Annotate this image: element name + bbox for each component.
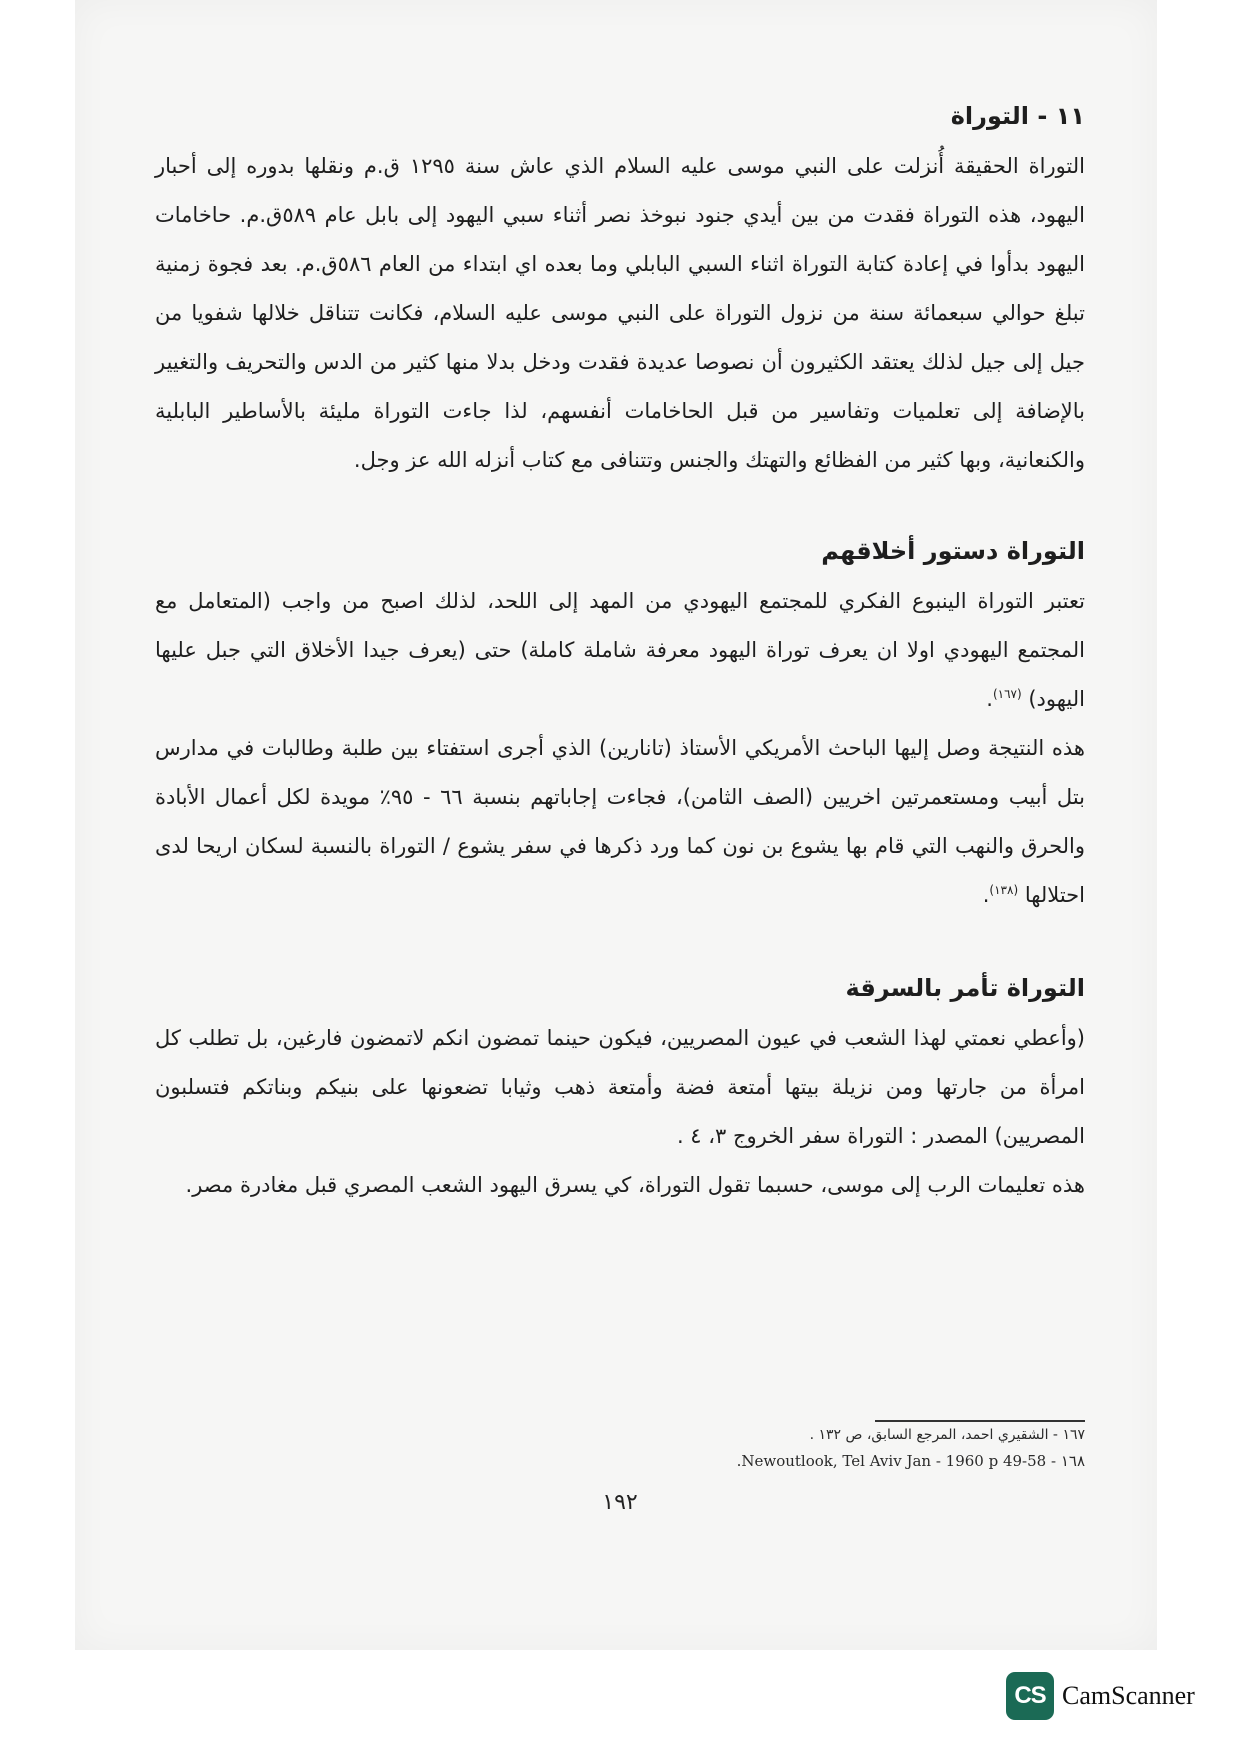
section-torah-theft xyxy=(155,968,1085,1210)
paragraph-text: تعتبر التوراة الينبوع الفكري للمجتمع اليهودي من المهد إلى اللحد، لذلك اصبح من واجب (المتعامل مع المجتمع اليهودي اولا ان يعرف توراة اليهود معرفة شاملة كاملة) حتى (يعرف جيدا الأخلاق التي جبل عليها اليهود) xyxy=(155,589,1085,711)
camscanner-brand: CamScanner xyxy=(1062,1681,1195,1710)
footnote: ١٦٨ - Newoutlook, Tel Aviv Jan - 1960 p 49-58. xyxy=(736,1452,1085,1470)
paragraph-end: . xyxy=(982,883,990,907)
footnote-reference: (١٦٧) xyxy=(992,687,1022,701)
section-heading: التوراة دستور أخلاقهم xyxy=(821,537,1085,565)
section-torah-ethics xyxy=(155,531,1085,920)
paragraph xyxy=(155,577,1085,724)
section-heading: ١١ - التوراة xyxy=(950,102,1085,130)
camscanner-watermark xyxy=(1006,1670,1195,1722)
footnote-reference: (١٣٨) xyxy=(989,883,1019,897)
paragraph-text: هذه النتيجة وصل إليها الباحث الأمريكي الأستاذ (تانارين) الذي أجرى استفتاء بين طلبة وطالبات في مدارس بتل أبيب ومستعمرتين اخريين (الصف الثامن)، فجاءت إجاباتهم بنسبة ٦٦ - ٩٥٪ مويدة لكل أعمال الأبادة والحرق والنهب التي قام بها يشوع بن نون كما ورد ذكرها في سفر يشوع / التوراة بالنسبة لسكان اريحا لدى احتلالها xyxy=(155,736,1085,907)
paragraph-end: . xyxy=(986,687,993,711)
footnote: ١٦٧ - الشقيري احمد، المرجع السابق، ص ١٣٢ . xyxy=(809,1427,1085,1443)
paragraph: هذه تعليمات الرب إلى موسى، حسبما تقول التوراة، كي يسرق اليهود الشعب المصري قبل مغادرة مصر. xyxy=(185,1173,1085,1197)
camscanner-logo-icon: CS xyxy=(1006,1672,1054,1720)
page-body xyxy=(155,96,1085,1210)
footnotes xyxy=(690,1420,1085,1474)
page-number: ١٩٢ xyxy=(602,1490,638,1515)
paragraph xyxy=(155,724,1085,920)
paragraph: التوراة الحقيقة أُنزلت على النبي موسى عليه السلام الذي عاش سنة ١٢٩٥ ق.م ونقلها بدوره إلى أحبار اليهود، هذه التوراة فقدت من بين أيدي جنود نبوخذ نصر أثناء سبي اليهود إلى بابل عام ٥٨٩ق.م. حاخامات اليهود بدأوا في إعادة كتابة التوراة اثناء السبي البابلي وما بعده اي ابتداء من العام ٥٨٦ق.م. بعد فجوة زمنية تبلغ حوالي سبعمائة سنة من نزول التوراة على النبي موسى عليه السلام، فكانت تتناقل خلالها شفويا من جيل إلى جيل لذلك يعتقد الكثيرون أن نصوصا عديدة فقدت ودخل بدلا منها كثير من الدس والتحريف والتغيير بالإضافة إلى تعلميات وتفاسير من قبل الحاخامات أنفسهم، لذا جاءت التوراة مليئة بالأساطير البابلية والكنعانية، وبها كثير من الفظائع والتهتك والجنس وتتنافى مع كتاب أنزله الله عز وجل. xyxy=(155,154,1086,472)
section-torah xyxy=(155,96,1085,485)
paragraph: (وأعطي نعمتي لهذا الشعب في عيون المصريين، فيكون حينما تمضون انكم لاتمضون فارغين، بل تطلب كل امرأة من جارتها ومن نزيلة بيتها أمتعة فضة وأمتعة ذهب وثيابا تضعونها على بنيكم وبناتكم فتسلبون المصريين) المصدر : التوراة سفر الخروج ٣، ٤ . xyxy=(155,1026,1085,1148)
section-heading: التوراة تأمر بالسرقة xyxy=(845,974,1085,1002)
